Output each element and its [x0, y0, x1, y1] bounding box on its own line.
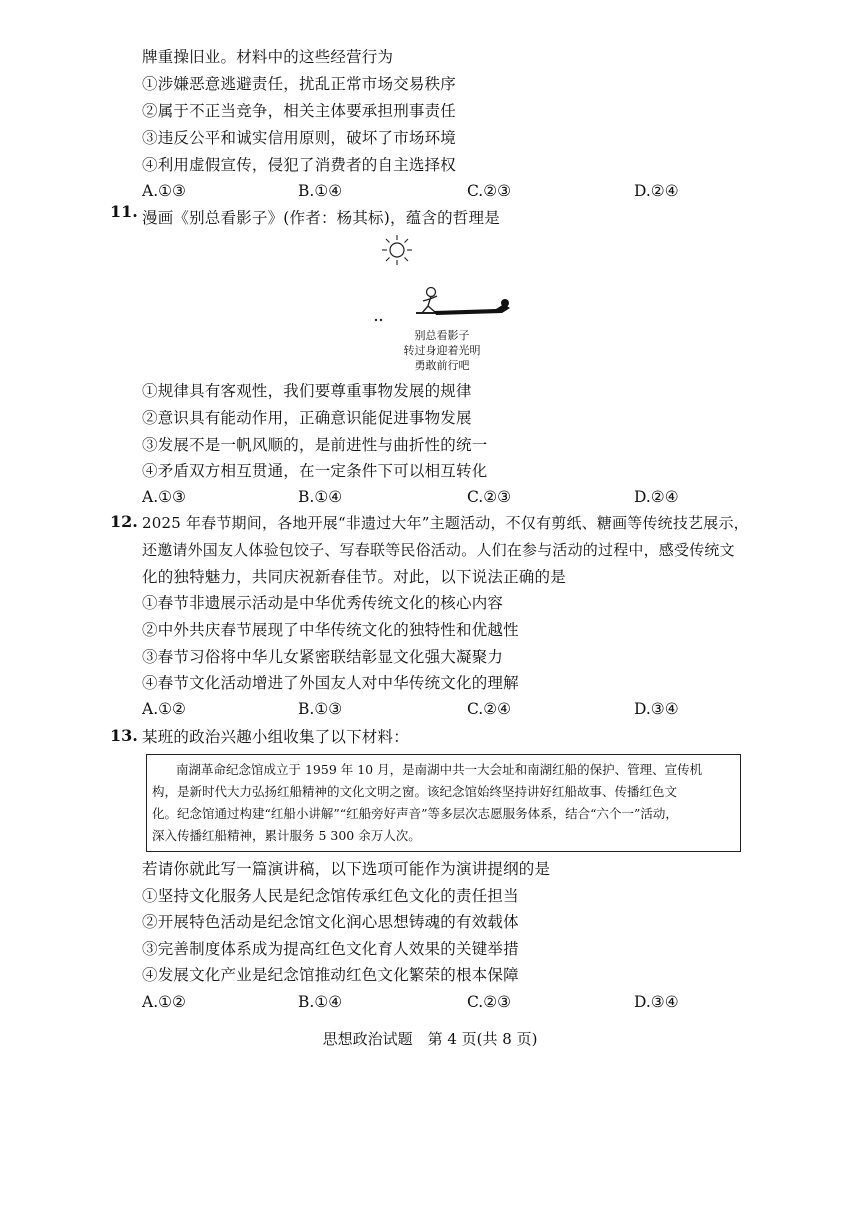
q12-stem-line-1: 2025 年春节期间，各地开展“非遗过大年”主题活动，不仅有剪纸、糖画等传统技艺展示，: [142, 514, 749, 532]
q12-statement-3: ③春节习俗将中华儿女紧密联结彰显文化强大凝聚力: [142, 648, 504, 666]
q10-statement-3: ③违反公平和诚实信用原则，破坏了市场环境: [142, 129, 457, 147]
q11-statement-1: ①规律具有客观性，我们要尊重事物发展的规律: [142, 382, 472, 400]
q11-option-a: A.①③: [142, 488, 186, 506]
material-line-4: 深入传播红船精神，累计服务 5 300 余万人次。: [152, 828, 421, 843]
q12-statement-1: ①春节非遗展示活动是中华优秀传统文化的核心内容: [142, 594, 504, 612]
q10-statement-2: ②属于不正当竞争，相关主体要承担刑事责任: [142, 102, 457, 120]
q12-number: 12.: [110, 512, 138, 531]
q13-prompt: 若请你就此写一篇演讲稿，以下选项可能作为演讲提纲的是: [142, 860, 551, 878]
cartoon-figure-shadow-illustration: [368, 282, 518, 324]
q13-option-c: C.②③: [467, 993, 512, 1011]
q10-option-a: A.①③: [142, 182, 186, 200]
cartoon-caption-line-2: 转过身迎着光明: [403, 344, 481, 357]
q10-statement-4: ④利用虚假宣传，侵犯了消费者的自主选择权: [142, 156, 457, 174]
q13-statement-1: ①坚持文化服务人民是纪念馆传承红色文化的责任担当: [142, 887, 519, 905]
q12-option-c: C.②④: [467, 700, 512, 718]
q11-option-b: B.①④: [298, 488, 343, 506]
q11-option-d: D.②④: [634, 488, 679, 506]
q12-statement-2: ②中外共庆春节展现了中华传统文化的独特性和优越性: [142, 621, 519, 639]
q13-statement-2: ②开展特色活动是纪念馆文化润心思想铸魂的有效载体: [142, 913, 519, 931]
q11-option-c: C.②③: [467, 488, 512, 506]
material-line-3: 化。纪念馆通过构建“红船小讲解”“红船旁好声音”等多层次志愿服务体系，结合“六个一”活动，: [152, 806, 678, 821]
cartoon-caption-line-1: 别总看影子: [414, 329, 470, 342]
q13-statement-4: ④发展文化产业是纪念馆推动红色文化繁荣的根本保障: [142, 966, 519, 984]
cartoon-caption-line-3: 勇敢前行吧: [414, 359, 470, 372]
q12-option-b: B.①③: [298, 700, 343, 718]
q12-option-a: A.①②: [142, 700, 186, 718]
sun-icon: [380, 233, 414, 267]
q12-option-d: D.③④: [634, 700, 679, 718]
material-line-2: 构，是新时代大力弘扬红船精神的文化文明之窗。该纪念馆始终坚持讲好红船故事、传播红色文: [152, 784, 678, 799]
q11-statement-2: ②意识具有能动作用，正确意识能促进事物发展: [142, 409, 472, 427]
q13-number: 13.: [110, 726, 138, 745]
q12-stem-line-3: 化的独特魅力，共同庆祝新春佳节。对此，以下说法正确的是: [142, 568, 566, 586]
q12-stem-line-2: 还邀请外国友人体验包饺子、写春联等民俗活动。人们在参与活动的过程中，感受传统文: [142, 541, 735, 559]
q13-option-d: D.③④: [634, 993, 679, 1011]
q13-stem: 某班的政治兴趣小组收集了以下材料：: [142, 728, 409, 746]
q11-statement-4: ④矛盾双方相互贯通，在一定条件下可以相互转化: [142, 462, 488, 480]
q13-statement-3: ③完善制度体系成为提高红色文化育人效果的关键举措: [142, 940, 519, 958]
q10-statement-1: ①涉嫌恶意逃避责任，扰乱正常市场交易秩序: [142, 75, 457, 93]
page-footer: 思想政治试题 第 4 页(共 8 页): [322, 1030, 538, 1048]
q10-option-b: B.①④: [298, 182, 343, 200]
q12-statement-4: ④春节文化活动增进了外国友人对中华传统文化的理解: [142, 674, 519, 692]
material-line-1: 南湖革命纪念馆成立于 1959 年 10 月，是南湖中共一大会址和南湖红船的保护、管理、宣传机: [176, 762, 703, 777]
q13-option-a: A.①②: [142, 993, 186, 1011]
q10-option-c: C.②③: [467, 182, 512, 200]
q11-statement-3: ③发展不是一帆风顺的，是前进性与曲折性的统一: [142, 436, 488, 454]
q13-option-b: B.①④: [298, 993, 343, 1011]
q11-number: 11.: [110, 202, 138, 221]
q10-option-d: D.②④: [634, 182, 679, 200]
q11-stem: 漫画《别总看影子》(作者：杨其标)，蕴含的哲理是: [142, 209, 500, 227]
q10-intro: 牌重操旧业。材料中的这些经营行为: [142, 48, 394, 66]
